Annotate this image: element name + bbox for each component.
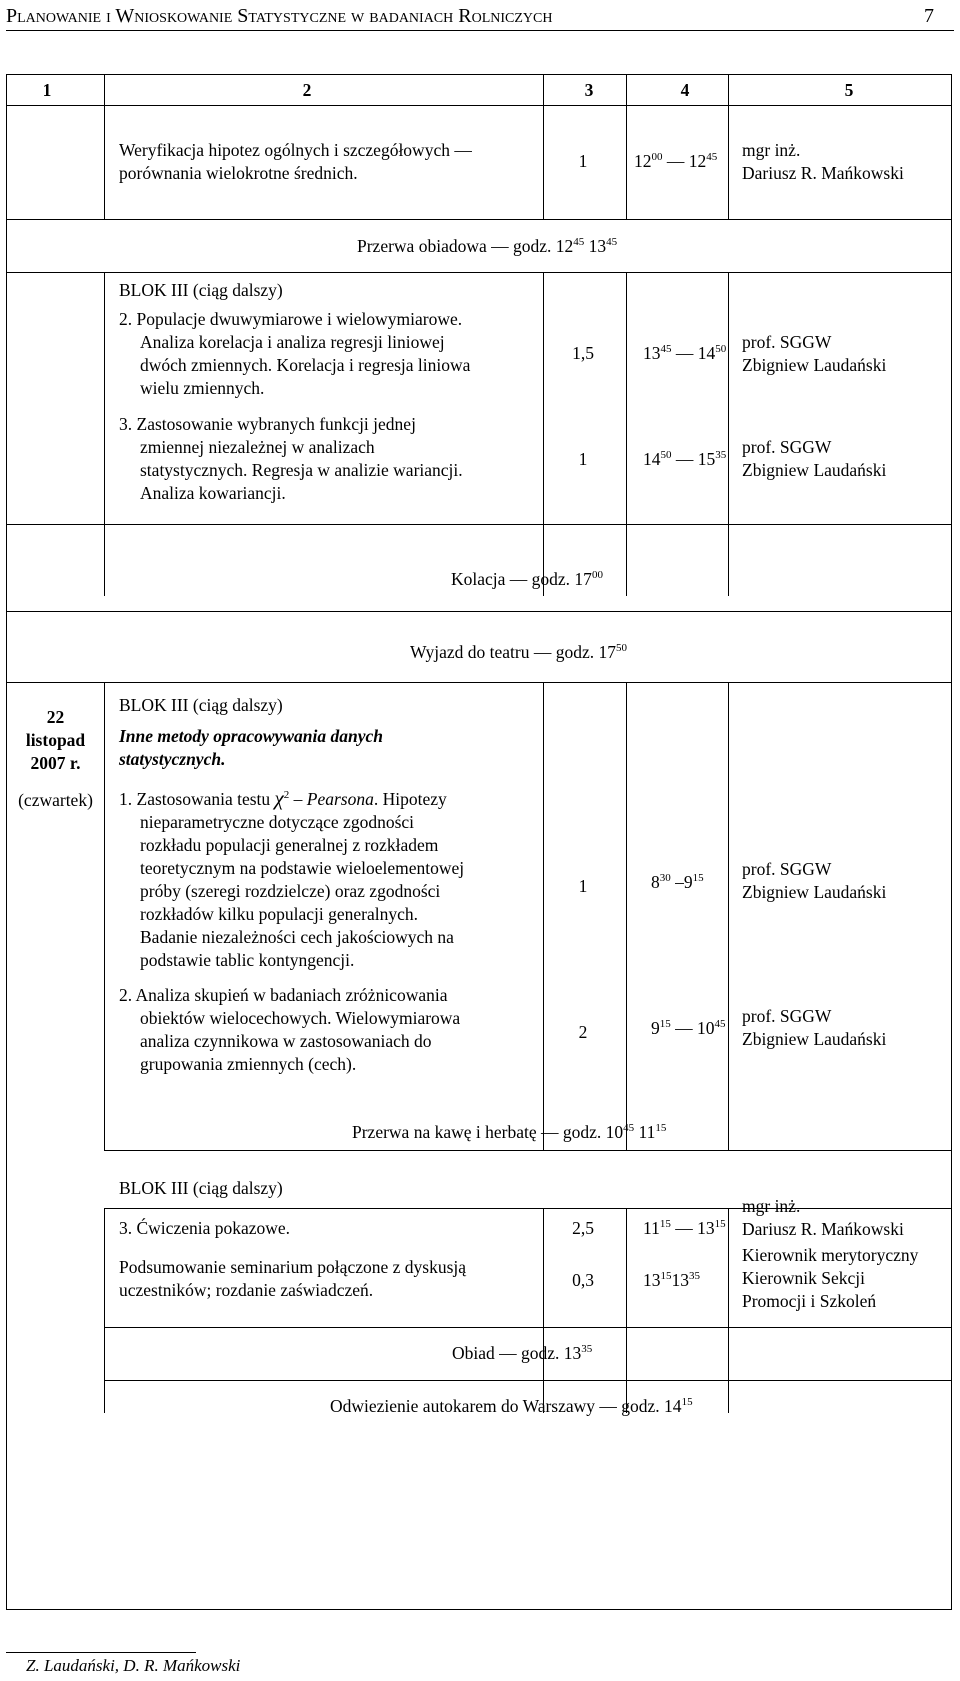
block3a-item3-lecturer-line2: Zbigniew Laudański (742, 460, 887, 480)
block3c-item3-time: $11^{15}$ — $13^{15}$ (643, 1218, 726, 1238)
row1-topic-line2: porównania wielokrotne średnich. (119, 163, 358, 183)
row1-lecturer-line2: Dariusz R. Mańkowski (742, 163, 904, 183)
col-line-1c (104, 682, 105, 1150)
lunch-break: Przerwa obiadowa — godz. $12^{45}$ $13^{45}$ (357, 236, 618, 256)
col-line-1d (104, 1208, 105, 1413)
row1-divider (7, 219, 951, 220)
block3b-item1-line3: rozkładu populacji generalnej z rozkładem (140, 835, 439, 855)
theatre-divider (7, 682, 951, 683)
block3b-item1-lecturer-line1: prof. SGGW (742, 859, 832, 879)
block3b-item1-line8: podstawie tablic kontyngencji. (140, 950, 355, 970)
dinner: Kolacja — godz. $17^{00}$ (451, 569, 603, 589)
block3b-item2-line4: grupowania zmiennych (cech). (140, 1054, 357, 1074)
lunch: Obiad — godz. $13^{35}$ (452, 1343, 593, 1363)
block3a-item2-hours: 1,5 (572, 343, 594, 363)
day-month: listopad (25, 730, 86, 750)
dinner-divider (7, 611, 951, 612)
col-line-4c (728, 682, 729, 1150)
block3b-subtitle-line1: Inne metody opracowywania danych (119, 726, 383, 746)
page-header (6, 2, 954, 31)
block3c-item3-lecturer-line2: Dariusz R. Mańkowski (742, 1219, 904, 1239)
block3c-item3-lecturer-line1: mgr inż. (742, 1196, 801, 1216)
summary-lecturer-line1: Kierownik merytoryczny (742, 1245, 919, 1265)
summary-lecturer-line3: Promocji i Szkoleń (742, 1291, 877, 1311)
coffee-break: Przerwa na kawę i herbatę — godz. $10^{45}$ $11^{15}$ (352, 1122, 667, 1142)
col-line-3b (626, 272, 627, 596)
block3b-item2-hours: 2 (578, 1022, 588, 1042)
summary-line2: uczestników; rozdanie zaświadczeń. (119, 1280, 374, 1300)
block3b-item1-line2: nieparametryczne dotyczące zgodności (140, 812, 415, 832)
block3b-item1-lecturer-line2: Zbigniew Laudański (742, 882, 887, 902)
col-header-3: 3 (584, 80, 594, 100)
footer-authors: Z. Laudański, D. R. Mańkowski (26, 1656, 241, 1675)
block3b-item2-line3: analiza czynnikowa w zastosowaniach do (140, 1031, 432, 1051)
col-line-3c (626, 682, 627, 1150)
row1-lecturer-line1: mgr inż. (742, 140, 801, 160)
block3b-item1-line6: rozkładów kilku populacji generalnych. (140, 904, 418, 924)
col-line-3 (626, 75, 627, 219)
block3a-item3-lecturer-line1: prof. SGGW (742, 437, 832, 457)
block3b-item1-line4: teoretycznym na podstawie wieloelementowej (140, 858, 465, 878)
block3a-item2-line3: dwóch zmiennych. Korelacja i regresja liniowa (140, 355, 471, 375)
col-line-2 (543, 75, 544, 219)
block3c-item3-hours: 2,5 (572, 1218, 594, 1238)
theatre-trip: Wyjazd do teatru — godz. $17^{50}$ (410, 642, 627, 662)
block3a-item3-line1: 3. Zastosowanie wybranych funkcji jednej (119, 414, 416, 434)
block3b-item1-line7: Badanie niezależności cech jakościowych na (140, 927, 454, 947)
row1-hours: 1 (578, 151, 588, 171)
block3a-item3-line4: Analiza kowariancji. (140, 483, 286, 503)
footer-rule (6, 1652, 196, 1653)
col-line-2b (543, 272, 544, 596)
day-year: 2007 r. (30, 753, 81, 773)
block3b-item2-lecturer-line2: Zbigniew Laudański (742, 1029, 887, 1049)
block3b-item2-line2: obiektów wielocechowych. Wielowymiarowa (140, 1008, 461, 1028)
day-weekday: (czwartek) (18, 790, 93, 810)
summary-line1: Podsumowanie seminarium połączone z dyskusją (119, 1257, 467, 1277)
schedule-table (6, 74, 952, 1610)
block3a-item2-time: $13^{45}$ — $14^{50}$ (643, 343, 727, 363)
block3a-item2-lecturer-line1: prof. SGGW (742, 332, 832, 352)
summary-time: $13^{15}13^{35}$ (643, 1270, 700, 1290)
block3a-item3-line3: statystycznych. Regresja w analizie wariancji. (140, 460, 463, 480)
block3a-heading: BLOK III (ciąg dalszy) (119, 280, 283, 300)
block3a-item3-hours: 1 (578, 449, 588, 469)
row1-time: $12^{00}$ — $12^{45}$ (634, 151, 718, 171)
block3b-item2-line1: 2. Analiza skupień w badaniach zróżnicowania (119, 985, 448, 1005)
break1-divider (7, 272, 951, 273)
header-divider (7, 105, 951, 106)
block3b-item1-time: $8^{30}$ $-9^{15}$ (651, 872, 704, 892)
block3c-heading: BLOK III (ciąg dalszy) (119, 1178, 283, 1198)
departure: Odwiezienie autokarem do Warszawy — godz. $14^{15}$ (330, 1396, 693, 1416)
block3b-subtitle-line2: statystycznych. (119, 749, 226, 769)
col-header-4: 4 (680, 80, 690, 100)
block3a-item3-time: $14^{50}$ — $15^{35}$ (643, 449, 727, 469)
chi-symbol: χ (274, 786, 284, 810)
header-title: Planowanie i Wnioskowanie Statystyczne w badaniach Rolniczych (6, 5, 553, 27)
page-number: 7 (924, 5, 934, 27)
col-line-3d (626, 1208, 627, 1413)
block3b-item1-line1: 1. Zastosowania testu $\chi^2$ – Pearsona. Hipotezy (119, 786, 447, 810)
block3c-divider (104, 1327, 951, 1328)
col-line-2d (543, 1208, 544, 1413)
col-line-4b (728, 272, 729, 596)
block3a-item2-lecturer-line2: Zbigniew Laudański (742, 355, 887, 375)
block3a-item2-line2: Analiza korelacja i analiza regresji liniowej (140, 332, 445, 352)
lunch-divider (104, 1380, 951, 1381)
block3a-item2-line4: wielu zmiennych. (140, 378, 265, 398)
summary-hours: 0,3 (572, 1270, 594, 1290)
block3b-item1-hours: 1 (578, 876, 588, 896)
block3b-heading: BLOK III (ciąg dalszy) (119, 695, 283, 715)
col-line-2c (543, 682, 544, 1150)
col-line-4d (728, 1208, 729, 1413)
col-line-1b (104, 272, 105, 596)
block3b-item2-lecturer-line1: prof. SGGW (742, 1006, 832, 1026)
summary-lecturer-line2: Kierownik Sekcji (742, 1268, 865, 1288)
block3a-item3-line2: zmiennej niezależnej w analizach (140, 437, 375, 457)
col-line-1 (104, 75, 105, 219)
block3a-item2-line1: 2. Populacje dwuwymiarowe i wielowymiarowe. (119, 309, 463, 329)
break2-divider (104, 1208, 951, 1209)
row1-topic-line1: Weryfikacja hipotez ogólnych i szczegółowych — (119, 140, 472, 160)
col-header-5: 5 (844, 80, 854, 100)
col-line-4 (728, 75, 729, 219)
block3a-divider (7, 524, 951, 525)
day-number: 22 (46, 707, 65, 727)
col-header-1: 1 (42, 80, 52, 100)
block3b-divider (104, 1150, 951, 1151)
block3b-item1-line5: próby (szeregi rozdzielcze) oraz zgodności (140, 881, 441, 901)
block3b-item2-time: $9^{15}$ — $10^{45}$ (651, 1018, 726, 1038)
col-header-2: 2 (302, 80, 312, 100)
block3c-item3: 3. Ćwiczenia pokazowe. (119, 1218, 291, 1238)
